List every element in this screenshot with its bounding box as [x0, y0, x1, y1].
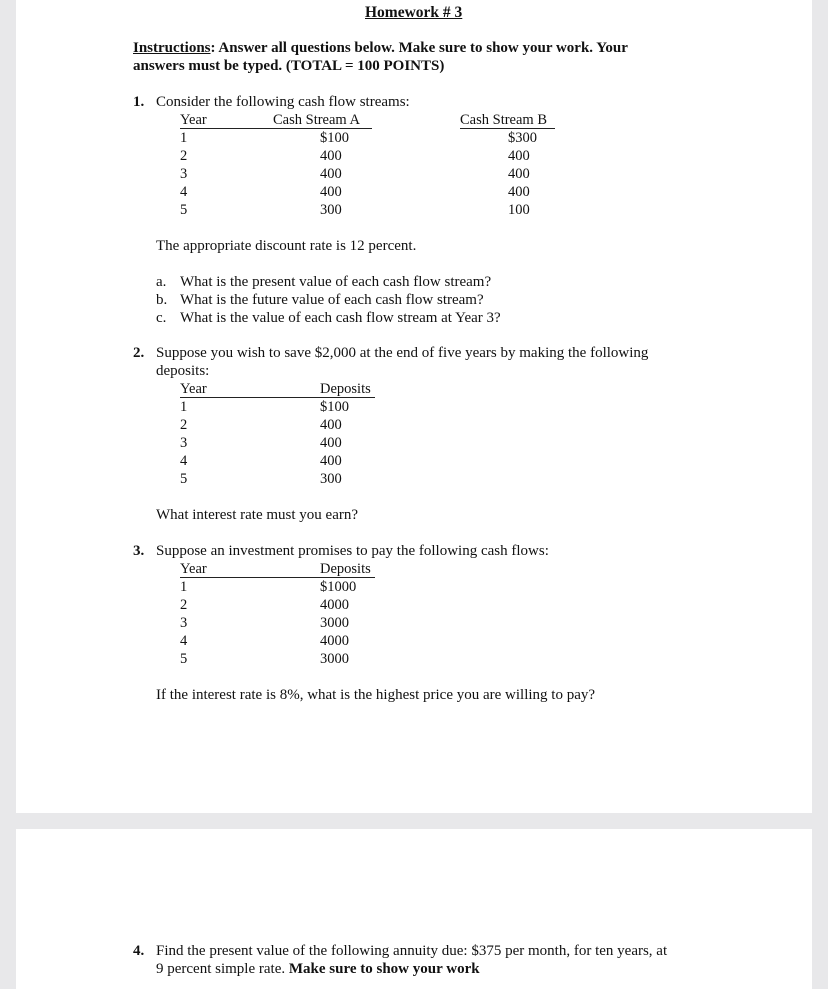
- document-page-1: [16, 0, 812, 813]
- q3-question: If the interest rate is 8%, what is the highest price you are willing to pay?: [156, 687, 596, 703]
- q1-row-year: 4: [180, 184, 188, 200]
- q3-row-year: 1: [180, 579, 188, 595]
- q2-row-deposit: 400: [320, 453, 342, 469]
- q1-row-year: 2: [180, 148, 188, 164]
- q1-row-year: 5: [180, 202, 188, 218]
- q3-row-deposit: $1000: [320, 579, 357, 595]
- q2-header-deposits: Deposits: [320, 381, 371, 397]
- q2-row-deposit: $100: [320, 399, 349, 415]
- q3-row-deposit: 4000: [320, 597, 349, 613]
- q3-row-year: 5: [180, 651, 188, 667]
- q1-sub-b-text: What is the future value of each cash flow stream?: [180, 292, 484, 308]
- q2-row-year: 5: [180, 471, 188, 487]
- q4-line-2: 9 percent simple rate. Make sure to show your work: [156, 961, 480, 977]
- page-title: Homework # 3: [365, 4, 463, 21]
- q2-row-year: 1: [180, 399, 188, 415]
- q1-sub-c-text: What is the value of each cash flow stream at Year 3?: [180, 310, 501, 326]
- q1-header-year: Year: [180, 112, 207, 128]
- q1-header-stream-a: Cash Stream A: [273, 112, 360, 128]
- q2-row-deposit: 300: [320, 471, 342, 487]
- q3-row-year: 4: [180, 633, 188, 649]
- q1-header-stream-b: Cash Stream B: [460, 112, 547, 128]
- instructions-line-2: answers must be typed. (TOTAL = 100 POINTS): [133, 58, 445, 74]
- instructions-line-1: Instructions: Answer all questions below. Make sure to show your work. Your: [133, 40, 628, 56]
- q3-row-deposit: 3000: [320, 651, 349, 667]
- q3-header-deposits: Deposits: [320, 561, 371, 577]
- document-page-2: [16, 829, 812, 989]
- q3-header-year: Year: [180, 561, 207, 577]
- q1-sub-a-letter: a.: [156, 274, 167, 290]
- q2-row-deposit: 400: [320, 417, 342, 433]
- q2-number: 2.: [133, 345, 145, 361]
- q1-discount-rate: The appropriate discount rate is 12 percent.: [156, 238, 417, 254]
- q2-header-year: Year: [180, 381, 207, 397]
- q1-intro: Consider the following cash flow streams:: [156, 94, 410, 110]
- q1-row-stream-a: 400: [320, 148, 342, 164]
- q3-number: 3.: [133, 543, 145, 559]
- q4-emphasis: Make sure to show your work: [288, 961, 480, 977]
- q3-row-deposit: 4000: [320, 633, 349, 649]
- q1-sub-a-text: What is the present value of each cash flow stream?: [180, 274, 492, 290]
- q1-row-stream-b: 400: [508, 184, 530, 200]
- q2-intro-line-2: deposits:: [156, 363, 210, 379]
- instructions-label: Instructions: [133, 40, 211, 56]
- q1-row-stream-a: $100: [320, 130, 349, 146]
- q1-row-stream-a: 400: [320, 166, 342, 182]
- q2-question: What interest rate must you earn?: [156, 507, 359, 523]
- q1-sub-b-letter: b.: [156, 292, 168, 308]
- q1-sub-c-letter: c.: [156, 310, 167, 326]
- q2-row-year: 4: [180, 453, 188, 469]
- q1-row-stream-a: 400: [320, 184, 342, 200]
- q4-line-1: Find the present value of the following annuity due: $375 per month, for ten years, at: [156, 943, 668, 959]
- q2-row-deposit: 400: [320, 435, 342, 451]
- q1-number: 1.: [133, 94, 145, 110]
- q1-row-stream-b: 400: [508, 166, 530, 182]
- q2-row-year: 3: [180, 435, 188, 451]
- q2-row-year: 2: [180, 417, 188, 433]
- q3-row-year: 3: [180, 615, 188, 631]
- q3-row-deposit: 3000: [320, 615, 349, 631]
- q1-row-stream-b: 400: [508, 148, 530, 164]
- q1-row-stream-b: 100: [508, 202, 530, 218]
- q1-row-stream-b: $300: [508, 130, 537, 146]
- q1-row-stream-a: 300: [320, 202, 342, 218]
- q1-row-year: 3: [180, 166, 188, 182]
- q2-intro-line-1: Suppose you wish to save $2,000 at the end of five years by making the following: [156, 345, 649, 361]
- q3-row-year: 2: [180, 597, 188, 613]
- q4-number: 4.: [133, 943, 145, 959]
- q1-row-year: 1: [180, 130, 188, 146]
- q3-intro: Suppose an investment promises to pay the following cash flows:: [156, 543, 549, 559]
